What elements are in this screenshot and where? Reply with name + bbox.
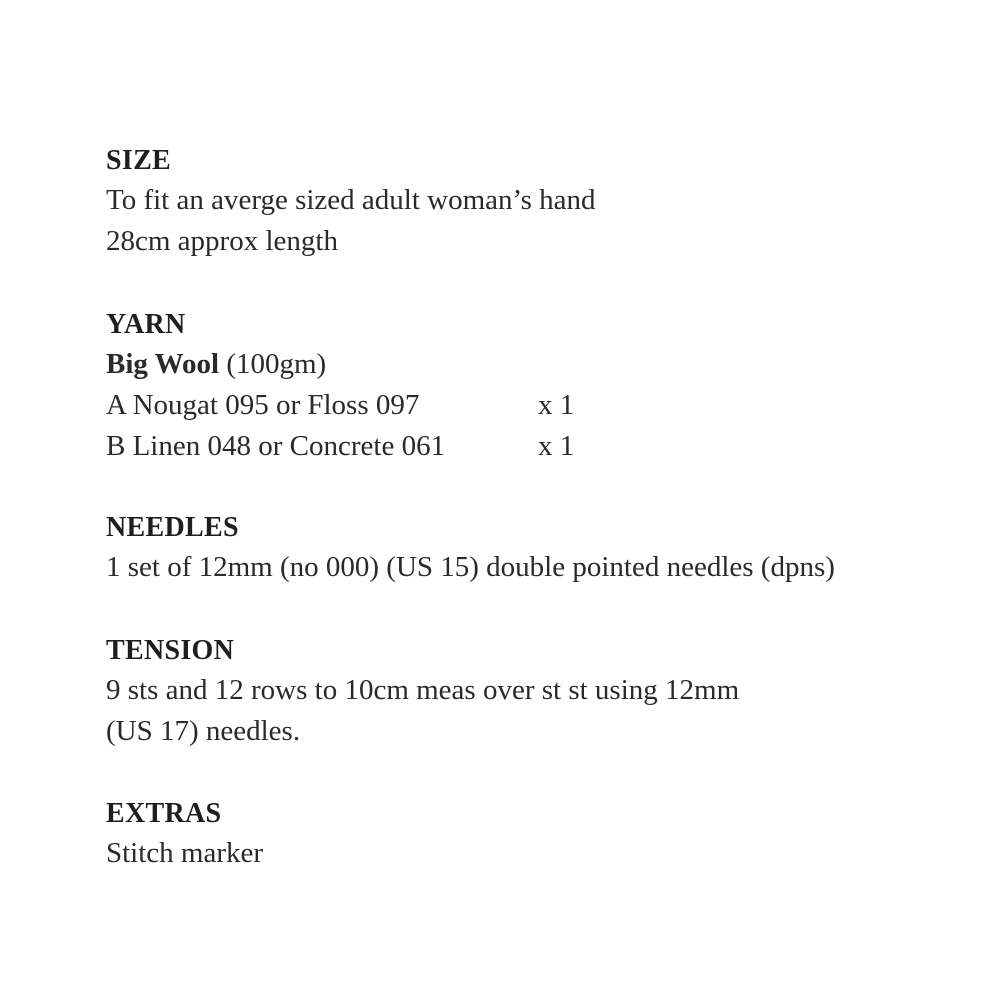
yarn-name-line — [106, 344, 574, 385]
yarn-shade-qty: x 1 — [538, 389, 575, 421]
size-length-text: 28cm approx length — [106, 225, 338, 257]
tension-section — [106, 632, 739, 752]
extras-section — [106, 795, 263, 874]
extras-text: Stitch marker — [106, 837, 264, 869]
yarn-weight: (100gm) — [219, 348, 327, 380]
tension-heading: TENSION — [106, 635, 235, 666]
yarn-shade-label: B Linen 048 or Concrete 061 — [106, 430, 446, 462]
yarn-shade-row — [106, 426, 574, 467]
yarn-shade-row — [106, 385, 574, 426]
needles-text: 1 set of 12mm (no 000) (US 15) double pointed needles (dpns) — [106, 551, 835, 583]
size-fit-text: To fit an averge sized adult woman’s hand — [106, 184, 596, 216]
needles-section — [106, 509, 835, 588]
yarn-section — [106, 306, 574, 467]
yarn-shade-label: A Nougat 095 or Floss 097 — [106, 389, 420, 421]
size-section — [106, 142, 596, 262]
yarn-heading: YARN — [106, 309, 186, 340]
tension-text-line: (US 17) needles. — [106, 715, 301, 747]
yarn-name: Big Wool — [106, 348, 220, 380]
yarn-shade-qty: x 1 — [538, 430, 575, 462]
tension-text-line: 9 sts and 12 rows to 10cm meas over st st using 12mm — [106, 674, 740, 706]
size-heading: SIZE — [106, 145, 172, 176]
extras-heading: EXTRAS — [106, 798, 222, 829]
needles-heading: NEEDLES — [106, 512, 239, 543]
